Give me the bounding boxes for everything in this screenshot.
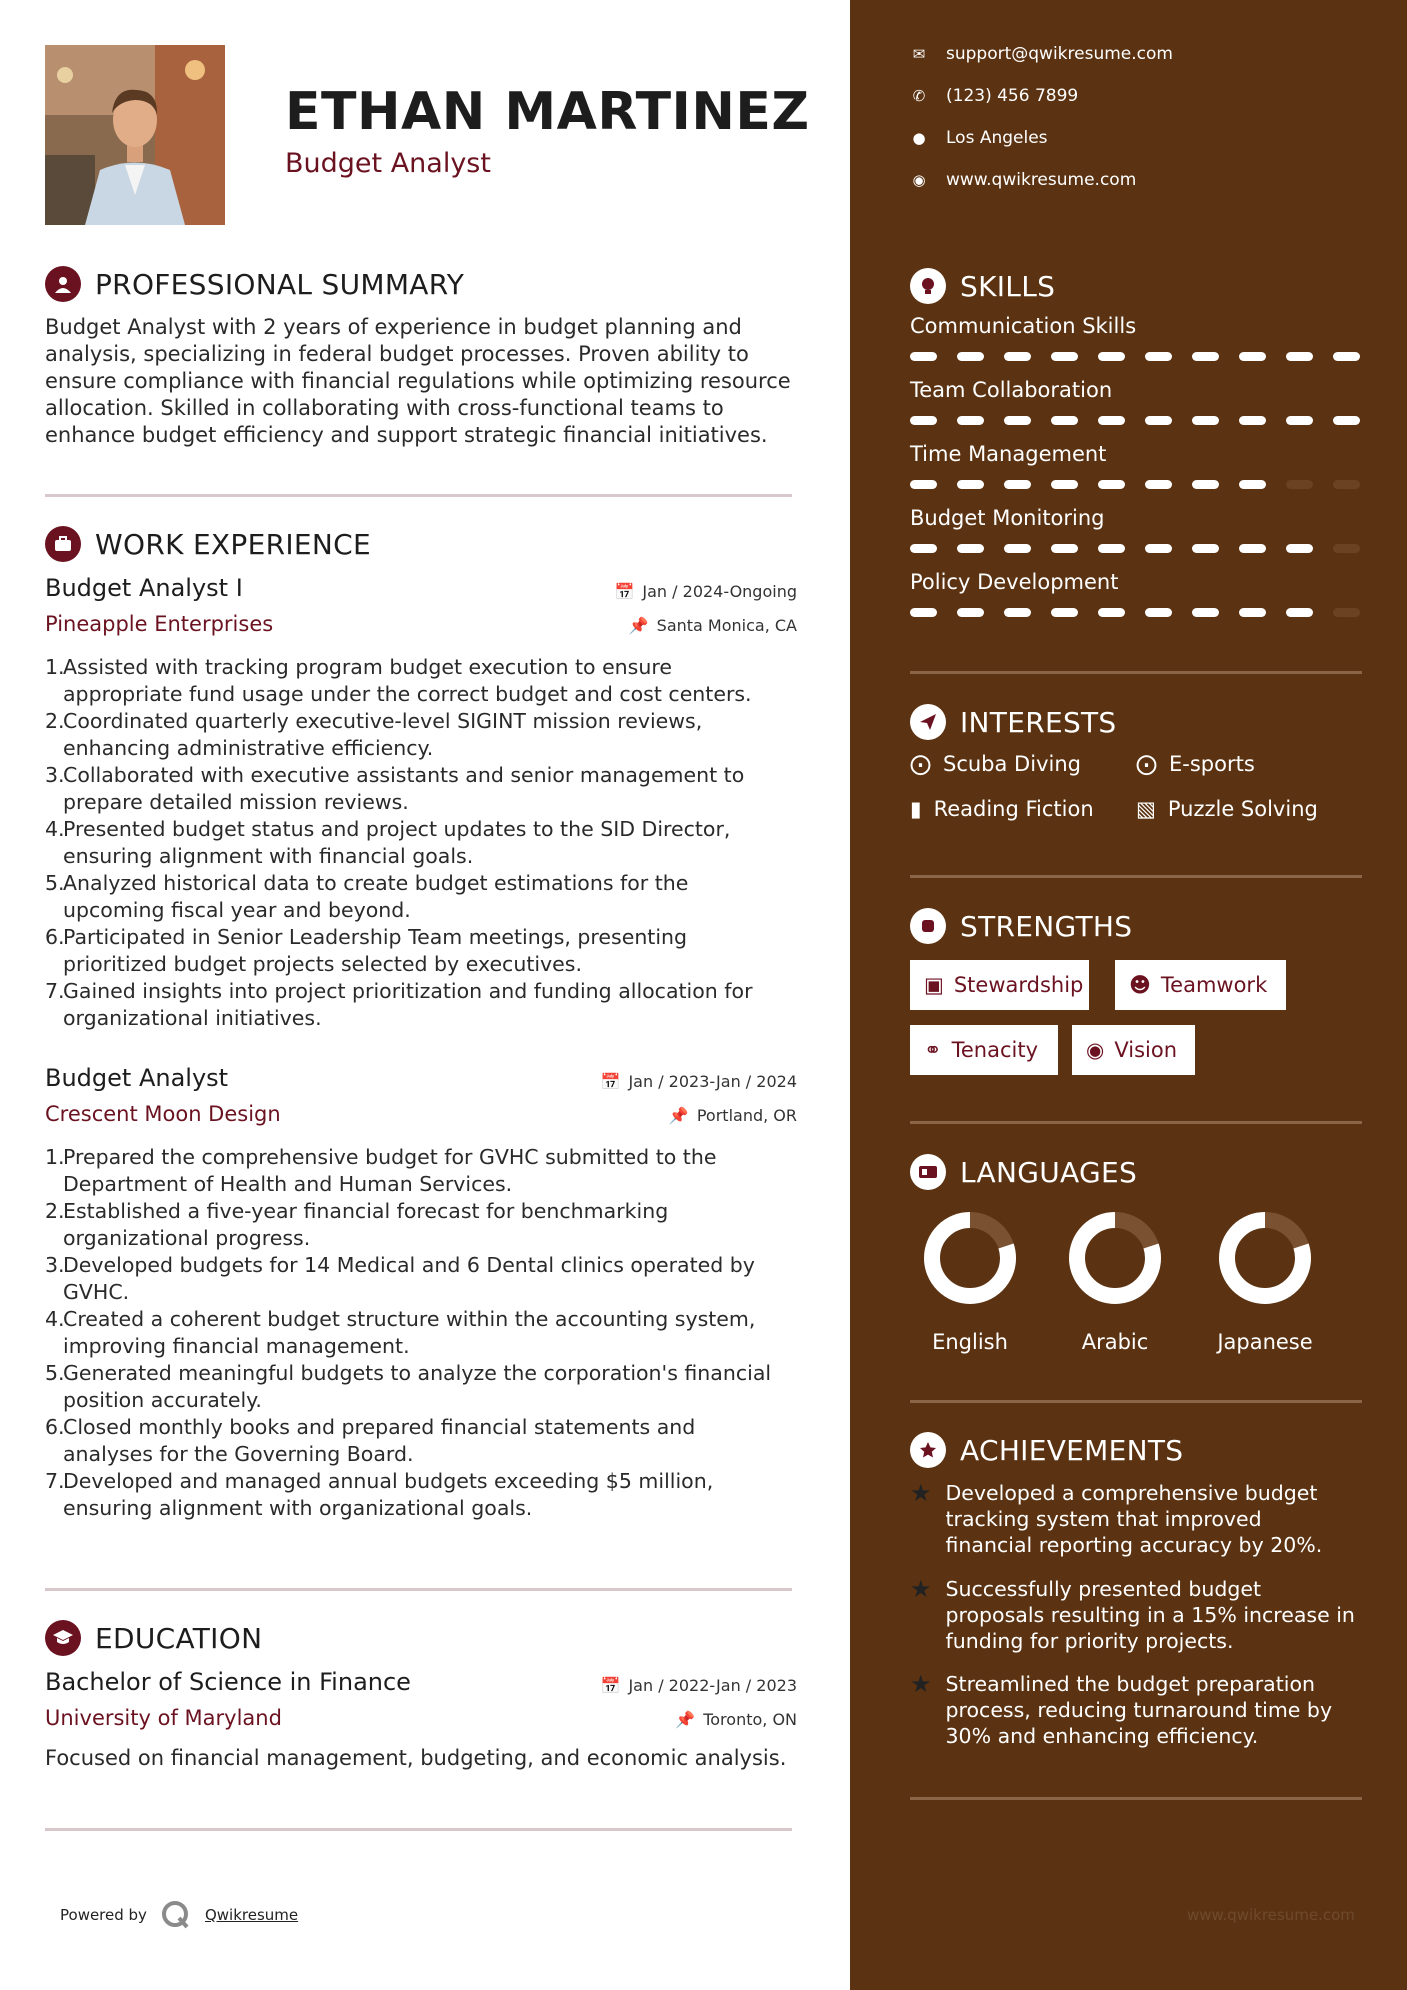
interest-item [1136,752,1255,776]
duty-line [45,1171,797,1198]
duty-text: ensuring alignment with organizational goals. [63,1496,533,1520]
skill-dash [957,480,984,489]
duty-number [45,1171,63,1198]
skill-dash [1051,608,1078,617]
duty-line [45,735,797,762]
link-icon: ⚭ [924,1038,942,1062]
job-date [601,1072,797,1091]
skill-dash [910,608,937,617]
duty-line [45,789,797,816]
skill-dash [1098,544,1125,553]
duty-number: 2. [45,1199,65,1223]
language-item [1040,1208,1190,1354]
email-text: support@qwikresume.com [946,44,1173,64]
skill-rating [910,480,1360,489]
skill-dash [1051,416,1078,425]
job-company: Pineapple Enterprises [45,612,274,636]
skill-dash [1145,352,1172,361]
achievement-line: Developed a comprehensive budget [945,1481,1318,1505]
divider [910,875,1362,878]
strength-chip [910,960,1089,1010]
duty-line [45,816,797,843]
duty-line [45,1387,797,1414]
language-ring [1065,1208,1165,1308]
skill-dash [1286,416,1313,425]
skill-name: Policy Development [910,570,1119,594]
user-icon [45,266,81,302]
job-entry [45,574,797,1034]
languages-title: LANGUAGES [960,1155,1138,1189]
language-ring [1215,1208,1315,1308]
skills-heading [910,268,1055,304]
fast-star-icon: ★ [910,1479,932,1507]
skill-dash [1333,480,1360,489]
calendar-icon: 📅 [600,1676,621,1695]
duty-line [45,1279,797,1306]
interest-label: Reading Fiction [933,797,1094,821]
pin-icon: 📌 [628,616,649,635]
duty-number: 7. [45,979,65,1003]
brand-link[interactable]: Qwikresume [204,1906,299,1924]
duty-line [45,843,797,870]
job-duties [45,1144,797,1522]
summary-line: enhance budget efficiency and support strategic financial initiatives. [45,423,768,447]
achievements-title: ACHIEVEMENTS [960,1433,1184,1467]
duty-line [45,1252,797,1279]
achievement-text [946,1576,1355,1654]
skill-dash [1051,352,1078,361]
duty-number: 6. [45,1415,65,1439]
education-entry [45,1668,797,1778]
job-location-text: Santa Monica, CA [656,616,797,635]
duty-text: GVHC. [63,1280,130,1304]
language-item [1190,1208,1340,1354]
phone-icon: ✆ [912,87,926,105]
achievement-item [910,1671,1370,1749]
skill-dash [1286,608,1313,617]
lifebuoy-icon: ⨀ [910,752,931,776]
duty-number [45,681,63,708]
achievement-item [910,1480,1370,1558]
pin-icon: 📌 [675,1710,696,1729]
calendar-icon: 📅 [600,1072,621,1091]
skill-dash [1145,544,1172,553]
skill-rating [910,352,1360,361]
strength-chip [1072,1025,1195,1075]
skill-dash [1145,608,1172,617]
skill-dash [1333,416,1360,425]
skill-dash [910,352,937,361]
language-name: Japanese [1217,1330,1313,1354]
divider [910,1797,1362,1800]
lightbulb-icon [910,268,946,304]
paper-plane-icon [910,704,946,740]
duty-number [45,735,63,762]
achievement-line: funding for priority projects. [945,1629,1234,1653]
skill-dash [1192,480,1219,489]
skill-dash [1098,608,1125,617]
contact-email[interactable] [910,44,1173,64]
skill-dash [1239,480,1266,489]
skill-dash [1004,416,1031,425]
duty-number: 5. [45,1361,65,1385]
duty-text: Coordinated quarterly executive-level SIGINT mission reviews, [63,709,703,733]
contact-phone[interactable] [910,86,1078,106]
duty-line [45,1414,797,1441]
achievement-text [946,1480,1323,1558]
interest-label: Puzzle Solving [1167,797,1318,821]
skill-dash [957,608,984,617]
achievement-line: tracking system that improved [945,1507,1262,1531]
skill-dash [1192,544,1219,553]
duty-line [45,708,797,735]
phone-text: (123) 456 7899 [946,86,1079,106]
duty-number: 6. [45,925,65,949]
gamepad-icon: ▮ [910,797,922,821]
duty-text: upcoming fiscal year and beyond. [63,898,411,922]
skill-dash [1098,416,1125,425]
skill-rating [910,416,1360,425]
skill-dash [1333,352,1360,361]
duty-number: 4. [45,817,65,841]
duty-line [45,1441,797,1468]
duty-line [45,1306,797,1333]
duty-text: prepare detailed mission reviews. [63,790,409,814]
skill-dash [1286,480,1313,489]
duty-line [45,978,797,1005]
duty-number: 5. [45,871,65,895]
duty-text: Prepared the comprehensive budget for GVHC submitted to the [63,1145,717,1169]
qwikresume-logo-icon [161,1900,191,1930]
duty-text: Established a five-year financial forecast for benchmarking [63,1199,669,1223]
experience-title: WORK EXPERIENCE [95,527,371,561]
fast-star-icon: ★ [910,1575,932,1603]
duty-line [45,1198,797,1225]
education-title: EDUCATION [95,1621,263,1655]
strength-chip [910,1025,1058,1075]
job-date [614,582,797,601]
skill-dash [910,480,937,489]
interest-label: Scuba Diving [943,752,1081,776]
interest-item [910,752,1081,776]
duty-number [45,1387,63,1414]
briefcase-icon: ▣ [924,973,944,997]
language-item [895,1208,1045,1354]
duty-text: Department of Health and Human Services. [63,1172,513,1196]
divider [45,494,792,497]
skill-dash [910,416,937,425]
duty-text: enhancing administrative efficiency. [63,736,434,760]
divider [910,671,1362,674]
strength-label: Tenacity [951,1038,1039,1062]
duty-line [45,897,797,924]
website-text: www.qwikresume.com [946,170,1137,190]
binoculars-icon: ◉ [1086,1038,1105,1062]
strength-label: Teamwork [1160,973,1268,997]
lifebuoy-icon: ⨀ [1136,752,1157,776]
powered-by [60,1900,298,1930]
skill-dash [1333,608,1360,617]
duty-text: organizational progress. [63,1226,311,1250]
duty-text: organizational initiatives. [63,1006,322,1030]
skill-dash [1051,544,1078,553]
duty-number [45,843,63,870]
duty-number [45,1279,63,1306]
skill-dash [957,416,984,425]
skill-dash [1286,544,1313,553]
achievement-line: financial reporting accuracy by 20%. [945,1533,1323,1557]
skill-dash [1333,544,1360,553]
strength-label: Stewardship [953,973,1084,997]
skill-dash [1286,352,1313,361]
duty-line [45,951,797,978]
duty-number: 2. [45,709,65,733]
duty-line [45,1005,797,1032]
experience-heading [45,526,371,562]
candidate-name: ETHAN MARTINEZ [285,82,810,142]
duty-line [45,1468,797,1495]
language-icon [910,1154,946,1190]
graduation-cap-icon [45,1620,81,1656]
job-date-text: Jan / 2023-Jan / 2024 [628,1072,797,1091]
duty-text: appropriate fund usage under the correct budget and cost centers. [63,682,752,706]
education-heading [45,1620,262,1656]
skill-dash [1145,480,1172,489]
summary-line: Budget Analyst with 2 years of experience in budget planning and [45,315,742,339]
summary-heading [45,266,464,302]
interests-title: INTERESTS [960,705,1117,739]
skill-dash [1239,352,1266,361]
calendar-icon: 📅 [614,582,635,601]
skill-dash [1004,544,1031,553]
strengths-title: STRENGTHS [960,909,1133,943]
divider [45,1828,792,1831]
skill-dash [1051,480,1078,489]
interests-heading [910,704,1117,740]
contact-location [910,128,1048,148]
education-description: Focused on financial management, budgeting, and economic analysis. [45,1746,787,1770]
job-location [629,616,797,635]
duty-number [45,1225,63,1252]
map-pin-icon: ● [912,129,926,147]
summary-title: PROFESSIONAL SUMMARY [95,267,465,301]
degree: Bachelor of Science in Finance [45,1668,411,1696]
footer-url: www.qwikresume.com [1187,1906,1355,1924]
duty-text: Analyzed historical data to create budget estimations for the [63,871,689,895]
duty-number: 7. [45,1469,65,1493]
achievement-line: 30% and enhancing efficiency. [945,1724,1259,1748]
job-duties [45,654,797,1032]
achievement-line: Streamlined the budget preparation [945,1672,1316,1696]
location-text: Los Angeles [946,128,1048,148]
language-ring [920,1208,1020,1308]
duty-text: Assisted with tracking program budget execution to ensure [63,655,672,679]
skill-dash [1192,608,1219,617]
profile-photo [45,45,225,225]
fist-icon [910,908,946,944]
duty-text: position accurately. [63,1388,262,1412]
duty-number [45,951,63,978]
book-icon: ▧ [1136,797,1156,821]
languages-heading [910,1154,1137,1190]
language-name: Arabic [1081,1330,1149,1354]
job-location-text: Portland, OR [696,1106,797,1125]
briefcase-icon [45,526,81,562]
skill-name: Budget Monitoring [910,506,1105,530]
duty-text: Generated meaningful budgets to analyze the corporation's financial [63,1361,772,1385]
duty-line [45,870,797,897]
divider [910,1121,1362,1124]
duty-line [45,762,797,789]
skill-dash [1239,416,1266,425]
strength-chip [1115,960,1286,1010]
skill-rating [910,608,1360,617]
duty-number: 4. [45,1307,65,1331]
skill-dash [1004,352,1031,361]
skill-dash [957,544,984,553]
job-company: Crescent Moon Design [45,1102,281,1126]
globe-icon: ◉ [912,171,926,189]
strengths-heading [910,908,1132,944]
skill-name: Communication Skills [910,314,1137,338]
powered-by-label: Powered by [60,1906,147,1924]
achievement-text [946,1671,1333,1749]
duty-text: Collaborated with executive assistants and senior management to [63,763,745,787]
skill-dash [1192,352,1219,361]
candidate-title: Budget Analyst [285,148,491,179]
pin-icon: 📌 [668,1106,689,1125]
duty-text: prioritized budget projects selected by executives. [63,952,582,976]
duty-line [45,1144,797,1171]
interest-item [1136,797,1318,821]
achievement-line: Successfully presented budget [945,1577,1262,1601]
duty-text: Developed and managed annual budgets exceeding $5 million, [63,1469,714,1493]
duty-text: Created a coherent budget structure within the accounting system, [63,1307,756,1331]
duty-line [45,654,797,681]
school: University of Maryland [45,1706,282,1730]
duty-text: Closed monthly books and prepared financial statements and [63,1415,696,1439]
duty-line [45,1333,797,1360]
skill-name: Team Collaboration [910,378,1113,402]
duty-number [45,1333,63,1360]
duty-text: analyses for the Governing Board. [63,1442,414,1466]
duty-number [45,1005,63,1032]
duty-text: Participated in Senior Leadership Team meetings, presenting [63,925,688,949]
education-location [675,1710,797,1729]
strength-label: Vision [1114,1038,1177,1062]
summary-line: allocation. Skilled in collaborating with cross-functional teams to [45,396,724,420]
duty-text: Gained insights into project prioritization and funding allocation for [63,979,753,1003]
divider [910,1400,1362,1403]
skill-rating [910,544,1360,553]
summary-text [45,314,797,449]
job-title: Budget Analyst [45,1064,229,1092]
duty-line [45,924,797,951]
language-name: English [932,1330,1008,1354]
education-location-text: Toronto, ON [703,1710,797,1729]
education-date [601,1676,797,1695]
job-location [669,1106,797,1125]
duty-line [45,681,797,708]
achievement-line: proposals resulting in a 15% increase in [945,1603,1355,1627]
achievement-line: process, reducing turnaround time by [945,1698,1333,1722]
skill-dash [1239,544,1266,553]
skills-title: SKILLS [960,269,1056,303]
interest-item [910,797,1094,821]
duty-line [45,1495,797,1522]
star-badge-icon [910,1432,946,1468]
duty-line [45,1225,797,1252]
skill-dash [1098,480,1125,489]
job-date-text: Jan / 2024-Ongoing [642,582,797,601]
skill-dash [910,544,937,553]
skill-dash [1004,608,1031,617]
duty-number: 1. [45,1145,65,1169]
job-entry [45,1064,797,1534]
skill-dash [1004,480,1031,489]
duty-number: 3. [45,1253,65,1277]
skill-dash [1239,608,1266,617]
summary-line: ensure compliance with financial regulations while optimizing resource [45,369,791,393]
skill-dash [1098,352,1125,361]
job-title: Budget Analyst I [45,574,243,602]
fast-star-icon: ★ [910,1670,932,1698]
duty-text: Developed budgets for 14 Medical and 6 Dental clinics operated by [63,1253,755,1277]
duty-number: 1. [45,655,65,679]
skill-dash [1145,416,1172,425]
duty-number [45,897,63,924]
interest-label: E-sports [1169,752,1255,776]
users-icon: ☻ [1129,973,1151,997]
duty-number: 3. [45,763,65,787]
duty-number [45,789,63,816]
summary-line: analysis, specializing in federal budget processes. Proven ability to [45,342,749,366]
duty-text: improving financial management. [63,1334,410,1358]
contact-website[interactable] [910,170,1136,190]
duty-line [45,1360,797,1387]
duty-number [45,1441,63,1468]
achievements-heading [910,1432,1183,1468]
skill-dash [957,352,984,361]
envelope-icon: ✉ [912,45,926,63]
achievement-item [910,1576,1370,1654]
duty-text: ensuring alignment with financial goals. [63,844,474,868]
divider [45,1588,792,1591]
duty-text: Presented budget status and project updates to the SID Director, [63,817,731,841]
skill-name: Time Management [910,442,1107,466]
duty-number [45,1495,63,1522]
skill-dash [1192,416,1219,425]
education-date-text: Jan / 2022-Jan / 2023 [628,1676,797,1695]
